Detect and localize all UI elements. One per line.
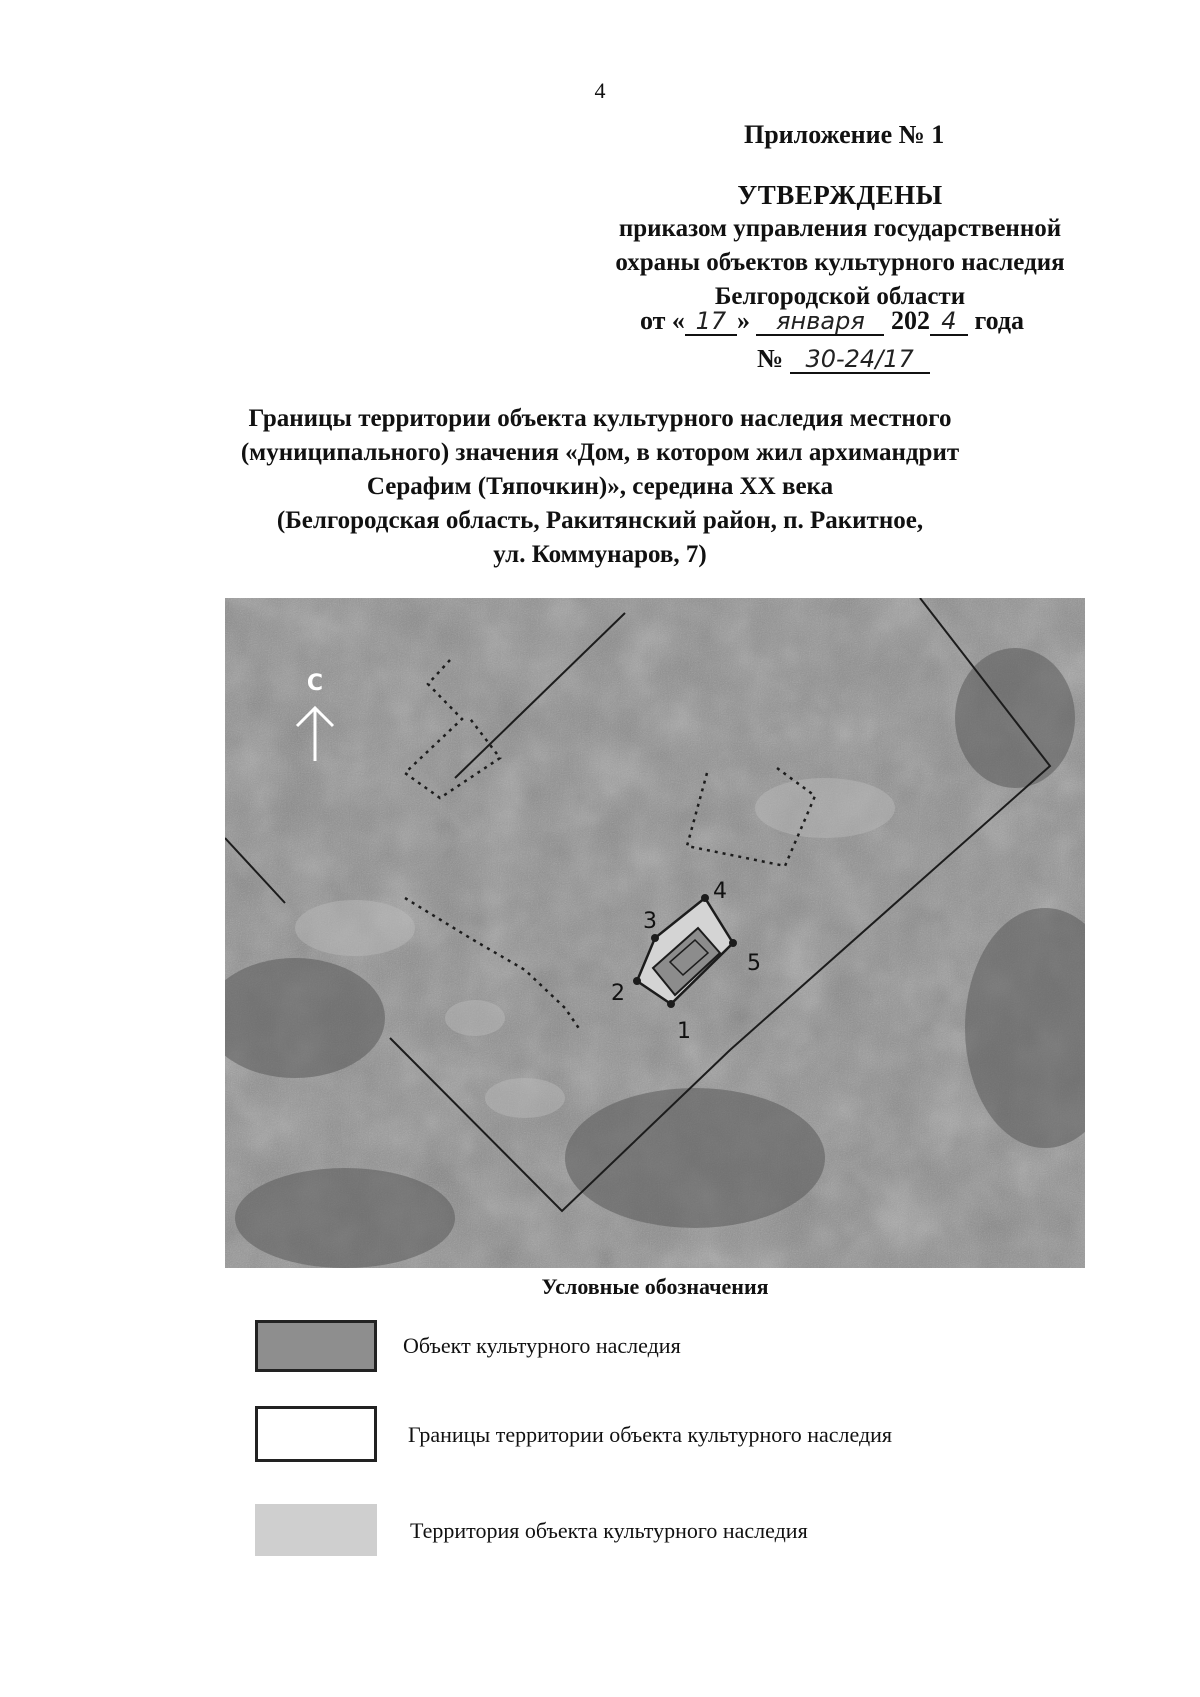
approval-line-3: Белгородской области: [714, 283, 966, 310]
legend-label-heritage-object: Объект культурного наследия: [403, 1333, 681, 1358]
legend-label-territory-boundary: Границы территории объекта культурного наследия: [408, 1422, 893, 1447]
date-day: 17: [685, 308, 737, 336]
date-suffix: года: [974, 306, 1024, 335]
date-year-digit: 4: [930, 308, 968, 336]
legend-swatch-territory-boundary: [255, 1406, 377, 1462]
document-title: [190, 402, 1010, 572]
point-label-2: 2: [611, 981, 625, 1006]
date-prefix: от «: [640, 306, 685, 335]
appendix-label: Приложение № 1: [744, 120, 945, 149]
point-label-1: 1: [677, 1019, 691, 1044]
approval-line-2: охраны объектов культурного наследия: [615, 249, 1065, 276]
date-year-prefix: 202: [890, 306, 930, 335]
order-date: [640, 306, 1024, 336]
title-line-4: (Белгородская область, Ракитянский район, п. Ракитное,: [276, 507, 924, 534]
legend-swatch-heritage-object: [255, 1320, 377, 1372]
point-label-3: 3: [643, 909, 657, 934]
title-line-2: (муниципального) значения «Дом, в котором жил архимандрит: [240, 439, 960, 466]
title-line-3: Серафим (Тяпочкин)», середина XX века: [366, 473, 834, 500]
legend-title: Условные обозначения: [541, 1274, 769, 1299]
order-number: [757, 344, 930, 374]
approved-heading: УТВЕРЖДЕНЫ: [737, 180, 943, 210]
site-map: [225, 598, 1085, 1268]
number-value: 30-24/17: [790, 346, 930, 374]
point-label-5: 5: [747, 951, 761, 976]
point-label-4: 4: [713, 879, 727, 904]
site-map-svg: [225, 598, 1085, 1268]
legend-swatch-heritage-territory: [255, 1504, 377, 1556]
approval-line-1: приказом управления государственной: [618, 215, 1062, 242]
date-mid: »: [736, 306, 750, 335]
north-label: С: [306, 671, 324, 696]
title-line-5: ул. Коммунаров, 7): [493, 541, 707, 568]
page-number: 4: [594, 78, 606, 103]
legend-label-heritage-territory: Территория объекта культурного наследия: [410, 1518, 808, 1543]
date-month: января: [756, 308, 884, 336]
approval-block: [560, 178, 1120, 314]
number-prefix: №: [757, 344, 784, 373]
title-line-1: Границы территории объекта культурного наследия местного: [248, 405, 952, 432]
